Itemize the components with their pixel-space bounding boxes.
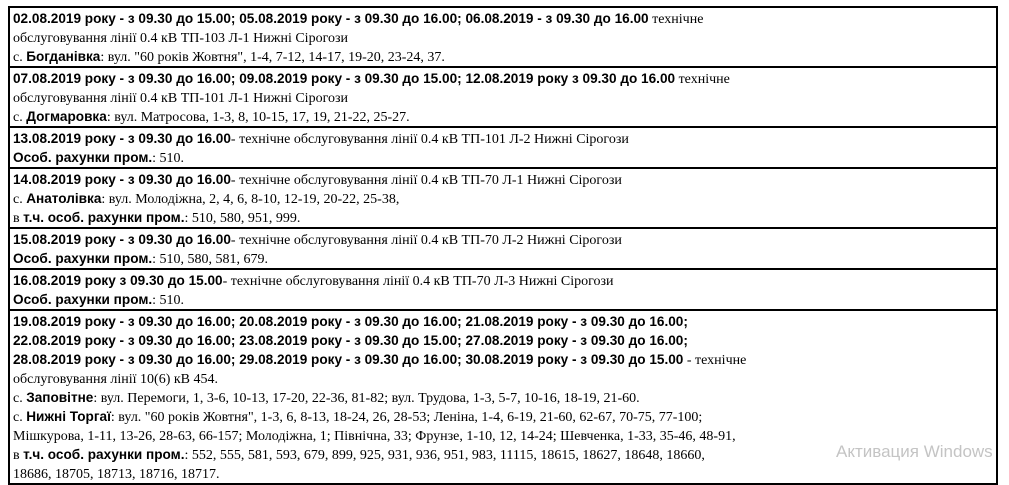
text-line <box>13 388 993 407</box>
plain-text: технічне <box>675 72 730 87</box>
bold-text: 28.08.2019 року - з 09.30 до 16.00; 29.08.2019 року - з 09.30 до 16.00; 30.08.2019 року - з 09.30 до 15.00 <box>13 352 684 367</box>
bold-text: Богданівка <box>26 49 101 64</box>
schedule-row <box>10 8 996 68</box>
bold-text: Особ. рахунки пром. <box>13 292 153 307</box>
text-line <box>13 88 993 107</box>
schedule-row <box>10 169 996 229</box>
windows-activation-watermark: Активация Windows <box>836 442 993 461</box>
schedule-row <box>10 270 996 311</box>
bold-text: 07.08.2019 року - з 09.30 до 16.00; 09.08.2019 року - з 09.30 до 15.00; 12.08.2019 року з 09.30 до 16.00 <box>13 71 676 86</box>
plain-text: с. <box>13 192 27 207</box>
plain-text: : 510. <box>152 293 185 308</box>
text-line <box>13 148 993 167</box>
plain-text: - технічне обслуговування лінії 0.4 кВ ТП-101 Л-2 Нижні Сірогози <box>230 132 629 147</box>
bold-text: Анатолівка <box>26 191 102 206</box>
bold-text: Догмаровка <box>26 109 107 124</box>
plain-text: : вул. Молодіжна, 2, 4, 6, 8-10, 12-19, 20-22, 25-38, <box>101 192 400 207</box>
plain-text: с. <box>13 110 27 125</box>
plain-text: - технічне обслуговування лінії 0.4 кВ ТП-70 Л-1 Нижні Сірогози <box>230 173 622 188</box>
plain-text: : 510, 580, 581, 679. <box>152 252 269 267</box>
bold-text: 19.08.2019 року - з 09.30 до 16.00; 20.08.2019 року - з 09.30 до 16.00; 21.08.2019 року - з 09.30 до 16.00; <box>13 314 688 329</box>
text-line <box>13 208 993 227</box>
plain-text: с. <box>13 391 27 406</box>
plain-text: в <box>13 448 24 463</box>
plain-text: : вул. "60 років Жовтня", 1-3, 6, 8-13, 18-24, 26, 28-53; Леніна, 1-4, 6-19, 21-60, 62-67, 70-75, 77-100; <box>110 410 703 425</box>
plain-text: 18686, 18705, 18713, 18716, 18717. <box>13 467 220 482</box>
text-line <box>13 107 993 126</box>
bold-text: 14.08.2019 року - з 09.30 до 16.00 <box>13 172 231 187</box>
bold-text: 15.08.2019 року - з 09.30 до 16.00 <box>13 232 231 247</box>
plain-text: с. <box>13 410 27 425</box>
bold-text: Особ. рахунки пром. <box>13 150 153 165</box>
plain-text: : 510. <box>152 151 185 166</box>
bold-text: т.ч. особ. рахунки пром. <box>23 210 185 225</box>
text-line <box>13 290 993 309</box>
bold-text: Нижні Торгаї <box>26 409 111 424</box>
text-line <box>13 350 993 369</box>
bold-text: 16.08.2019 року з 09.30 до 15.00 <box>13 273 223 288</box>
text-line <box>13 69 993 88</box>
plain-text: : вул. Перемоги, 1, 3-6, 10-13, 17-20, 22-36, 81-82; вул. Трудова, 1-3, 5-7, 10-16, 18-19, 21-60. <box>93 391 640 406</box>
plain-text: : вул. Матросова, 1-3, 8, 10-15, 17, 19, 21-22, 25-27. <box>106 110 410 125</box>
text-line <box>13 407 993 426</box>
plain-text: : вул. "60 років Жовтня", 1-4, 7-12, 14-17, 19-20, 23-24, 37. <box>100 50 445 65</box>
bold-text: Заповітне <box>26 390 94 405</box>
plain-text: : 510, 580, 951, 999. <box>184 211 301 226</box>
plain-text: обслуговування лінії 0.4 кВ ТП-101 Л-1 Нижні Сірогози <box>13 91 348 106</box>
outage-schedule-table <box>8 6 998 485</box>
bold-text: 22.08.2019 року - з 09.30 до 16.00; 23.08.2019 року - з 09.30 до 15.00; 27.08.2019 року - з 09.30 до 16.00; <box>13 333 688 348</box>
plain-text: обслуговування лінії 10(6) кВ 454. <box>13 372 219 387</box>
bold-text: 02.08.2019 року - з 09.30 до 15.00; 05.08.2019 року - з 09.30 до 16.00; 06.08.2019 - з 09.30 до 16.00 <box>13 11 649 26</box>
text-line <box>13 9 993 28</box>
plain-text: - технічне обслуговування лінії 0.4 кВ ТП-70 Л-3 Нижні Сірогози <box>222 274 614 289</box>
bold-text: т.ч. особ. рахунки пром. <box>23 447 185 462</box>
schedule-row <box>10 229 996 270</box>
schedule-row <box>10 128 996 169</box>
plain-text: в <box>13 211 24 226</box>
plain-text: технічне <box>648 12 704 27</box>
plain-text: Мішкурова, 1-11, 13-26, 28-63, 66-157; Молодіжна, 1; Північна, 33; Фрунзе, 1-10, 12, 14-24; Шевченка, 1-33, 35-46, 48-91, <box>13 429 736 444</box>
plain-text: с. <box>13 50 27 65</box>
text-line <box>13 312 993 331</box>
text-line <box>13 189 993 208</box>
text-line <box>13 331 993 350</box>
text-line <box>13 129 993 148</box>
plain-text: : 552, 555, 581, 593, 679, 899, 925, 931, 936, 951, 983, 11115, 18615, 18627, 18648, 18660, <box>184 448 705 463</box>
text-line <box>13 170 993 189</box>
bold-text: Особ. рахунки пром. <box>13 251 153 266</box>
text-line <box>13 230 993 249</box>
plain-text: - технічне обслуговування лінії 0.4 кВ ТП-70 Л-2 Нижні Сірогози <box>230 233 622 248</box>
text-line <box>13 47 993 66</box>
plain-text: обслуговування лінії 0.4 кВ ТП-103 Л-1 Нижні Сірогози <box>13 31 348 46</box>
schedule-row <box>10 68 996 128</box>
text-line <box>13 369 993 388</box>
text-line <box>13 28 993 47</box>
text-line <box>13 249 993 268</box>
bold-text: 13.08.2019 року - з 09.30 до 16.00 <box>13 131 231 146</box>
text-line <box>13 464 993 483</box>
text-line <box>13 271 993 290</box>
plain-text: - технічне <box>683 353 747 368</box>
